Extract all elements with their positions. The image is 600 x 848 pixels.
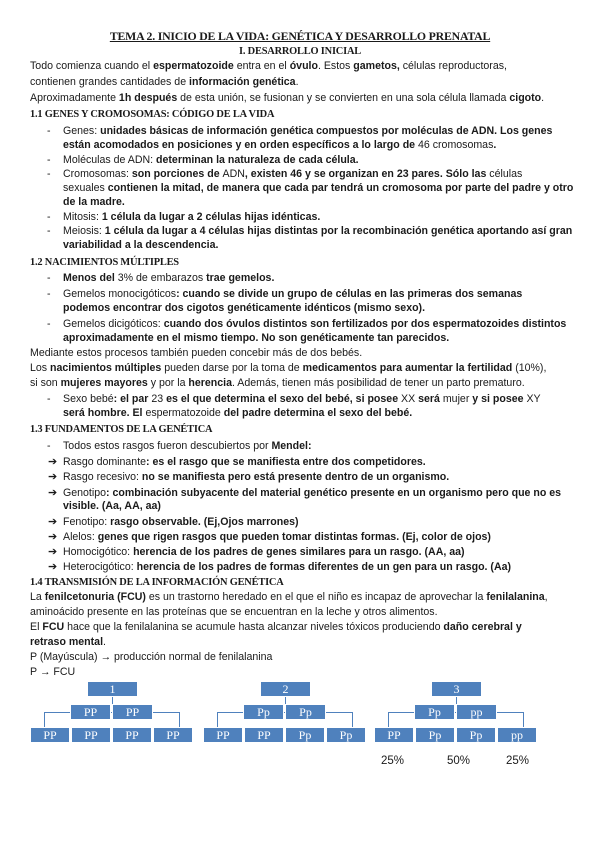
- text-segment: fenilcetonuria (FCU): [44, 591, 146, 603]
- genetics-term-line: [63, 561, 511, 574]
- text-segment: variabilidad a la descendencia.: [63, 239, 219, 251]
- text-segment: . Además, tienen más posibilidad de tener un parto prematuro.: [232, 377, 525, 389]
- tree-parent-box: PP: [70, 704, 111, 720]
- tree-child-box: PP: [30, 727, 70, 743]
- genetics-term-line: [63, 456, 426, 469]
- text-segment: determinan la naturaleza de cada célula.: [153, 154, 359, 166]
- text-segment: medicamentos para aumentar la fertilidad: [302, 362, 513, 374]
- dash-bullet-icon: -: [47, 168, 51, 180]
- tree-child-box: PP: [374, 727, 414, 743]
- genes-line: [63, 125, 552, 138]
- genetics-term-line: [63, 531, 491, 544]
- arrow-bullet-icon: ➔: [48, 531, 58, 543]
- genes-line: [63, 168, 522, 181]
- tree-child-box: Pp: [456, 727, 496, 743]
- text-segment: . Estos: [317, 60, 354, 72]
- arrow-bullet-icon: ➔: [48, 471, 58, 483]
- text-segment: Aproximadamente: [30, 92, 119, 104]
- tree-connector: [523, 712, 524, 727]
- text-segment: son porciones de: [128, 168, 223, 180]
- text-segment: 1 célula da lugar a 4 células hijas distintas por la recombinación genética aportando así gran: [101, 225, 573, 237]
- fcu-line: [30, 666, 75, 679]
- tree-connector: [112, 697, 113, 704]
- text-segment: : es el rasgo que se manifiesta entre dos competidores.: [146, 456, 426, 468]
- arrow-bullet-icon: ➔: [48, 487, 58, 499]
- arrow-bullet-icon: ➔: [48, 546, 58, 558]
- multiples-paragraph-line: [30, 347, 362, 360]
- text-segment: Alelos:: [63, 531, 95, 543]
- text-segment: nacimientos múltiples: [50, 362, 162, 374]
- sex-line: [63, 407, 412, 420]
- text-segment: , existen 46 y se organizan en 23 pares. Sólo las: [244, 168, 490, 180]
- dash-bullet-icon: -: [47, 393, 51, 405]
- genetics-term-line: [63, 500, 161, 513]
- fcu-line: [30, 591, 548, 604]
- tree-parent-box: PP: [112, 704, 153, 720]
- tree-child-box: PP: [112, 727, 152, 743]
- tree-number-box: 1: [87, 681, 138, 697]
- dash-bullet-icon: -: [47, 288, 51, 300]
- text-segment: Los: [30, 362, 51, 374]
- text-segment: Cromosomas:: [63, 168, 129, 180]
- tree-parent-box: Pp: [243, 704, 284, 720]
- text-segment: es el que determina el sexo del bebé, si posee: [163, 393, 402, 405]
- multiples-line: [63, 302, 425, 315]
- fcu-line: [30, 621, 522, 634]
- page-title: TEMA 2. INICIO DE LA VIDA: GENÉTICA Y DESARROLLO PRENATAL: [109, 29, 491, 43]
- genes-line: [63, 182, 573, 195]
- text-segment: daño cerebral y: [443, 621, 522, 633]
- tree-connector: [285, 697, 286, 704]
- text-segment: están acomodados en posiciones y en orden específicos a lo largo de: [63, 139, 418, 151]
- section-heading-1-4: 1.4 TRANSMISIÓN DE LA INFORMACIÓN GENÉTICA: [30, 577, 284, 588]
- text-segment: fenilalanina: [486, 591, 545, 603]
- text-segment: P (Mayúscula) → producción normal de fenilalanina: [30, 651, 273, 663]
- text-segment: Menos del: [63, 272, 118, 284]
- text-segment: de la madre.: [63, 196, 125, 208]
- text-segment: cuando dos óvulos distintos son fertilizados por dos espermatozoides distintos: [160, 318, 567, 330]
- text-segment: espermatozoide: [153, 60, 234, 72]
- text-segment: será: [415, 393, 443, 405]
- text-segment: Todo comienza cuando el: [30, 60, 154, 72]
- percentage-label: 50%: [447, 755, 471, 767]
- text-segment: 1 célula da lugar a 2 células hijas idénticas.: [98, 211, 321, 223]
- text-segment: Heterocigótico:: [63, 561, 134, 573]
- text-segment: Meiosis:: [63, 225, 102, 237]
- multiples-paragraph-line: [30, 377, 525, 390]
- text-segment: células: [489, 168, 523, 180]
- genetics-term-line: [63, 471, 449, 484]
- text-segment: unidades básicas de información genética compuestos por moléculas de ADN. Los genes: [97, 125, 553, 137]
- genes-line: [63, 225, 572, 238]
- text-segment: es un trastorno heredado en el que el niño es incapaz de aprovechar la: [145, 591, 487, 603]
- sex-line: [63, 393, 541, 406]
- text-segment: no se manifiesta pero está presente dentro de un organismo.: [138, 471, 450, 483]
- genetics-term-line: [63, 516, 299, 529]
- text-segment: 1h después: [118, 92, 178, 104]
- text-segment: Homocigótico:: [63, 546, 131, 558]
- tree-child-box: pp: [497, 727, 537, 743]
- text-segment: espermatozoide: [145, 407, 221, 419]
- text-segment: .: [103, 636, 106, 648]
- text-segment: retraso mental: [30, 636, 104, 648]
- text-segment: 23: [151, 393, 164, 405]
- tree-parent-box: Pp: [285, 704, 326, 720]
- intro-line: [30, 76, 299, 89]
- fcu-line: [30, 606, 438, 619]
- arrow-bullet-icon: ➔: [48, 516, 58, 528]
- mendel-line: [63, 440, 312, 453]
- text-segment: Rasgo dominante: [63, 456, 147, 468]
- dash-bullet-icon: -: [47, 154, 51, 166]
- text-segment: La: [30, 591, 45, 603]
- genes-line: [63, 139, 496, 152]
- text-segment: XX: [401, 393, 416, 405]
- genes-line: [63, 196, 125, 209]
- tree-child-box: Pp: [415, 727, 455, 743]
- text-segment: cigoto: [509, 92, 542, 104]
- text-segment: aminoácido presente en las proteínas que se encuentran en la leche y otros alimentos.: [30, 606, 438, 618]
- percentage-label: 25%: [381, 755, 405, 767]
- text-segment: Genes:: [63, 125, 98, 137]
- text-segment: Sexo bebé: [63, 393, 114, 405]
- text-segment: Gemelos monocigóticos: [63, 288, 177, 300]
- text-segment: ,: [544, 591, 548, 603]
- section-heading-1-2: 1.2 NACIMIENTOS MÚLTIPLES: [30, 257, 179, 268]
- arrow-bullet-icon: ➔: [48, 456, 58, 468]
- text-segment: y por la: [147, 377, 189, 389]
- tree-number-box: 3: [431, 681, 482, 697]
- text-segment: .: [541, 92, 545, 104]
- dash-bullet-icon: -: [47, 318, 51, 330]
- text-segment: herencia: [188, 377, 232, 389]
- text-segment: visible. (Aa, AA, aa): [63, 500, 161, 512]
- text-segment: Moléculas de ADN:: [63, 154, 154, 166]
- multiples-line: [63, 288, 522, 301]
- dash-bullet-icon: -: [47, 440, 51, 452]
- text-segment: rasgo observable. (Ej,Ojos marrones): [107, 516, 299, 528]
- tree-number-box: 2: [260, 681, 311, 697]
- dash-bullet-icon: -: [47, 272, 51, 284]
- text-segment: pueden darse por la toma de: [161, 362, 303, 374]
- text-segment: FCU: [42, 621, 65, 633]
- text-segment: contienen la mitad, de manera que cada par tendrá un cromosoma por parte del padre y otro: [104, 182, 574, 194]
- tree-child-box: Pp: [326, 727, 366, 743]
- text-segment: óvulo: [289, 60, 318, 72]
- text-segment: mujeres mayores: [60, 377, 148, 389]
- section-heading-1-3: 1.3 FUNDAMENTOS DE LA GENÉTICA: [30, 424, 213, 435]
- text-segment: Genotipo: [63, 487, 106, 499]
- intro-line: [30, 60, 507, 73]
- percentage-label: 25%: [506, 755, 530, 767]
- text-segment: de esta unión, se fusionan y se convierten en una sola célula llamada: [177, 92, 510, 104]
- dash-bullet-icon: -: [47, 225, 51, 237]
- tree-child-box: Pp: [285, 727, 325, 743]
- text-segment: Fenotipo:: [63, 516, 108, 528]
- dash-bullet-icon: -: [47, 211, 51, 223]
- text-segment: genes que rigen rasgos que pueden tomar distintas formas. (Ej, color de ojos): [94, 531, 491, 543]
- multiples-line: [63, 332, 449, 345]
- text-segment: Mendel:: [271, 440, 312, 452]
- tree-parent-box: pp: [456, 704, 497, 720]
- fcu-line: [30, 651, 272, 664]
- text-segment: y si posee: [469, 393, 527, 405]
- text-segment: (10%),: [512, 362, 547, 374]
- genetics-term-line: [63, 546, 465, 559]
- text-segment: 3% de embarazos: [117, 272, 204, 284]
- genes-line: [63, 154, 359, 167]
- text-segment: células reproductoras,: [399, 60, 507, 72]
- section-heading-1-1: 1.1 GENES Y CROMOSOMAS: CÓDIGO DE LA VIDA: [30, 109, 275, 120]
- text-segment: .: [295, 76, 299, 88]
- text-segment: 46 cromosomas: [418, 139, 494, 151]
- text-segment: hace que la fenilalanina se acumule hasta alcanzar niveles tóxicos produciendo: [64, 621, 444, 633]
- multiples-line: [63, 272, 274, 285]
- fcu-line: [30, 636, 106, 649]
- intro-line: [30, 92, 544, 105]
- genetics-term-line: [63, 487, 561, 500]
- text-segment: mujer: [442, 393, 470, 405]
- text-segment: entra en el: [233, 60, 290, 72]
- tree-connector: [217, 712, 218, 727]
- text-segment: gametos,: [353, 60, 400, 72]
- tree-connector: [456, 697, 457, 704]
- tree-parent-box: Pp: [414, 704, 455, 720]
- text-segment: : cuando se divide un grupo de células en las primeras dos semanas: [176, 288, 523, 300]
- text-segment: herencia de los padres de genes similares para un rasgo. (AA, aa): [130, 546, 465, 558]
- multiples-paragraph-line: [30, 362, 546, 375]
- multiples-line: [63, 318, 566, 331]
- tree-child-box: PP: [203, 727, 243, 743]
- tree-child-box: PP: [71, 727, 111, 743]
- text-segment: información genética: [189, 76, 296, 88]
- dash-bullet-icon: -: [47, 125, 51, 137]
- text-segment: .: [493, 139, 497, 151]
- tree-child-box: PP: [244, 727, 284, 743]
- text-segment: Mediante estos procesos también pueden concebir más de dos bebés.: [30, 347, 363, 359]
- tree-child-box: PP: [153, 727, 193, 743]
- genes-line: [63, 239, 218, 252]
- genes-line: [63, 211, 320, 224]
- text-segment: Todos estos rasgos fueron descubiertos por: [63, 440, 272, 452]
- text-segment: Rasgo recesivo:: [63, 471, 139, 483]
- tree-connector: [388, 712, 389, 727]
- text-segment: podemos encontrar dos cigotos genéticamente idénticos (mismo sexo).: [63, 302, 426, 314]
- text-segment: : el par: [113, 393, 152, 405]
- text-segment: El: [30, 621, 43, 633]
- tree-connector: [44, 712, 45, 727]
- text-segment: si son: [30, 377, 61, 389]
- arrow-bullet-icon: ➔: [48, 561, 58, 573]
- text-segment: será hombre. El: [63, 407, 146, 419]
- text-segment: XY: [526, 393, 541, 405]
- tree-connector: [179, 712, 180, 727]
- text-segment: : combinación subyacente del material genético presente en un organismo pero que no es: [106, 487, 562, 499]
- text-segment: del padre determina el sexo del bebé.: [220, 407, 413, 419]
- text-segment: ADN: [222, 168, 245, 180]
- text-segment: Mitosis:: [63, 211, 99, 223]
- text-segment: herencia de los padres de formas diferentes de un gen para un rasgo. (Aa): [133, 561, 512, 573]
- text-segment: trae gemelos.: [203, 272, 275, 284]
- text-segment: Gemelos dicigóticos:: [63, 318, 161, 330]
- text-segment: contienen grandes cantidades de: [30, 76, 190, 88]
- text-segment: P → FCU: [30, 666, 76, 678]
- tree-connector: [352, 712, 353, 727]
- text-segment: aproximadamente en el mismo tiempo. No son genéticamente tan parecidos.: [63, 332, 450, 344]
- section-heading-1: I. DESARROLLO INICIAL: [239, 46, 361, 57]
- text-segment: sexuales: [63, 182, 105, 194]
